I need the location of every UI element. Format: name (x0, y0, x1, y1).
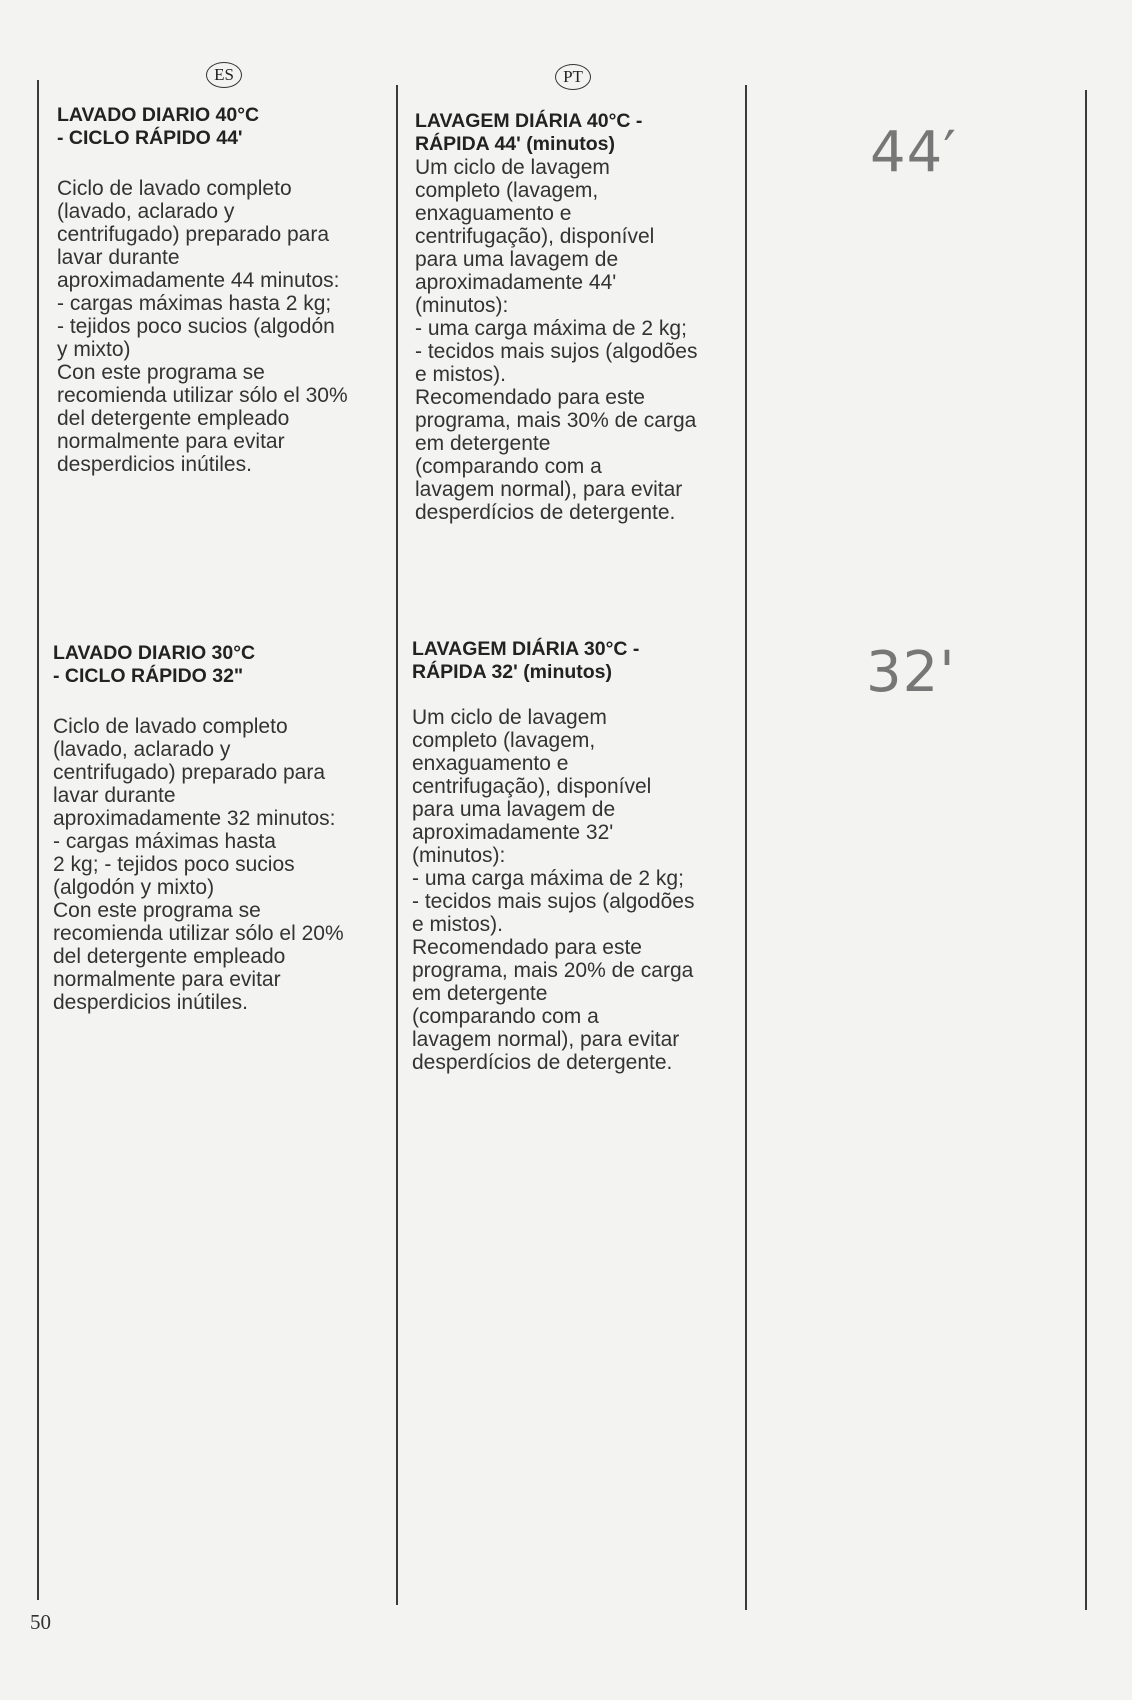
pt-title-40: LAVAGEM DIÁRIA 40°C - RÁPIDA 44' (minutos) (415, 110, 643, 155)
column-rule-right (1085, 90, 1087, 1610)
es-title-40: LAVADO DIARIO 40°C - CICLO RÁPIDO 44' (57, 104, 260, 149)
cycle-time-44: 44′ (870, 120, 957, 185)
column-rule-left (37, 80, 39, 1600)
language-badge-pt: PT (555, 64, 591, 90)
pt-section-40 (415, 110, 745, 524)
column-rule-es-pt (396, 85, 398, 1605)
es-title-30: LAVADO DIARIO 30°C - CICLO RÁPIDO 32" (53, 642, 256, 687)
es-section-40 (57, 104, 387, 476)
pt-body-40: Um ciclo de lavagem completo (lavagem, enxaguamento e centrifugação), disponível para uma lavagem de aproximadamente 44' (minutos): - uma carga máxima de 2 kg; - tecidos mais sujos (algodões e mistos). Recomendado para este programa, mais 30% de carga em detergente (comparando com a lavagem normal), para evitar desperdícios de detergente. (415, 156, 698, 524)
cycle-time-32: 32' (866, 640, 956, 705)
column-rule-pt-time (745, 85, 747, 1610)
es-body-30: Ciclo de lavado completo (lavado, aclarado y centrifugado) preparado para lavar durante aproximadamente 32 minutos: - cargas máximas hasta 2 kg; - tejidos poco sucios (algodón y mixto) Con este programa se recomienda utilizar sólo el 20% del detergente empleado normalmente para evitar desperdicios inútiles. (53, 715, 344, 1014)
pt-section-30 (412, 638, 742, 1074)
es-body-40: Ciclo de lavado completo (lavado, aclarado y centrifugado) preparado para lavar durante aproximadamente 44 minutos: - cargas máximas hasta 2 kg; - tejidos poco sucios (algodón y mixto) Con este programa se recomienda utilizar sólo el 30% del detergente empleado normalmente para evitar desperdicios inútiles. (57, 177, 348, 476)
pt-title-30: LAVAGEM DIÁRIA 30°C - RÁPIDA 32' (minutos) (412, 638, 640, 683)
language-badge-es: ES (206, 62, 242, 88)
es-section-30 (53, 642, 383, 1014)
pt-body-30: Um ciclo de lavagem completo (lavagem, enxaguamento e centrifugação), disponível para uma lavagem de aproximadamente 32' (minutos): - uma carga máxima de 2 kg; - tecidos mais sujos (algodões e mistos). Recomendado para este programa, mais 20% de carga em detergente (comparando com a lavagem normal), para evitar desperdícios de detergente. (412, 706, 695, 1074)
page-number: 50 (30, 1610, 51, 1634)
